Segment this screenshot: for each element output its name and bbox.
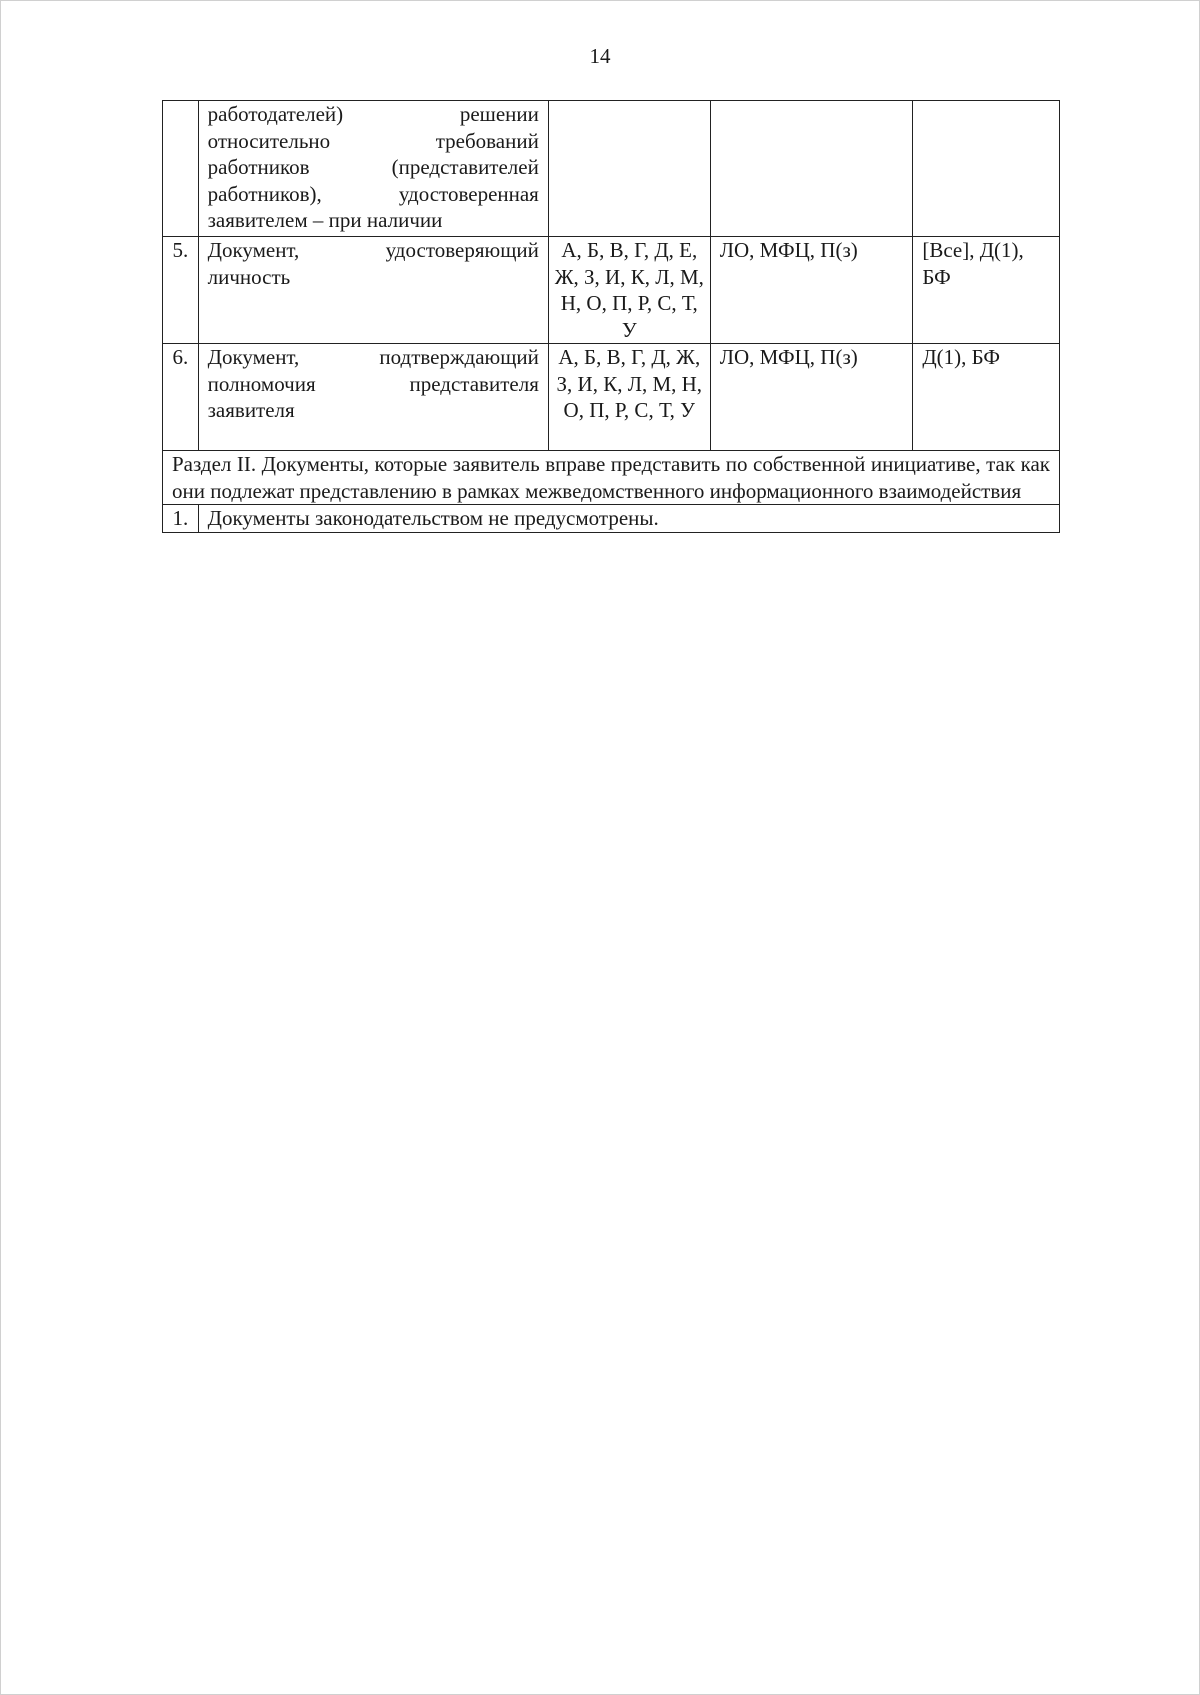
row-where: ЛО, МФЦ, П(з) bbox=[710, 237, 913, 344]
row-text: Документы законодательством не предусмотрены. bbox=[198, 505, 1059, 533]
description-line: работников (представителей bbox=[207, 155, 539, 179]
description-line: работников), удостоверенная bbox=[207, 181, 539, 206]
row-description: Документ, подтверждающий полномочия представителя заявителя bbox=[198, 344, 548, 451]
description-line: относительно требований bbox=[207, 128, 539, 153]
description-line: заявителем – при наличии bbox=[207, 208, 443, 232]
section-heading-row bbox=[163, 451, 1060, 505]
row-categories-cell bbox=[548, 101, 710, 237]
table-row bbox=[163, 344, 1060, 451]
row-where-cell bbox=[710, 101, 913, 237]
row-categories: А, Б, В, Г, Д, Е, Ж, З, И, К, Л, М, Н, О, П, Р, С, Т, У bbox=[548, 237, 710, 344]
documents-table bbox=[162, 100, 1060, 533]
row-number-cell bbox=[163, 101, 199, 237]
table-row bbox=[163, 505, 1060, 533]
row-where: ЛО, МФЦ, П(з) bbox=[710, 344, 913, 451]
row-description: Документ, удостоверяющий личность bbox=[198, 237, 548, 344]
row-categories: А, Б, В, Г, Д, Ж, З, И, К, Л, М, Н, О, П, Р, С, Т, У bbox=[548, 344, 710, 451]
section-heading: Раздел II. Документы, которые заявитель вправе представить по собственной инициативе, так как они подлежат представлению в рамках межведомственного информационного взаимодействия bbox=[163, 451, 1060, 505]
row-source: Д(1), БФ bbox=[913, 344, 1060, 451]
row-description-cell bbox=[198, 101, 548, 237]
row-number: 5. bbox=[163, 237, 199, 344]
table-row bbox=[163, 237, 1060, 344]
page-number: 14 bbox=[589, 44, 611, 68]
row-source: [Все], Д(1), БФ bbox=[913, 237, 1060, 344]
description-line: работодателей) решении bbox=[207, 102, 539, 126]
table-row bbox=[163, 101, 1060, 237]
row-number: 6. bbox=[163, 344, 199, 451]
row-source-cell bbox=[913, 101, 1060, 237]
row-number: 1. bbox=[163, 505, 199, 533]
